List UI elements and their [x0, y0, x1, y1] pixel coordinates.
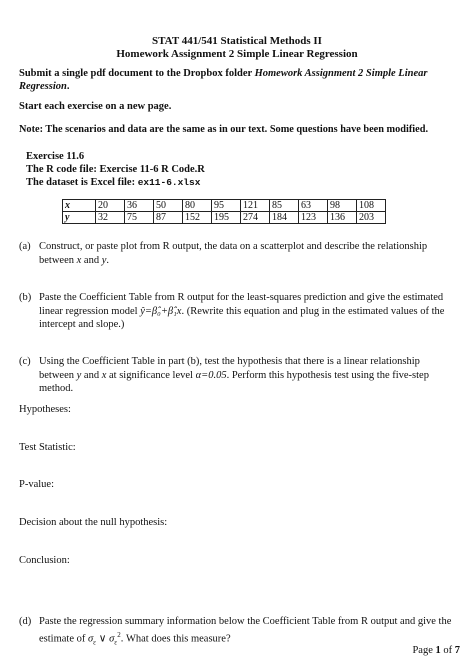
question-b-line3: intercept and slope.)	[39, 319, 125, 330]
table-cell: 136	[328, 212, 357, 224]
question-c-mark: (c)	[19, 356, 31, 367]
question-b-text	[39, 291, 469, 332]
question-a-text: Construct, or paste plot from R output, the data on a scatterplot and describe the relationship between x and y.	[39, 241, 428, 266]
alpha-level: α=0.05	[195, 369, 227, 381]
question-d-line2-pre: estimate of	[39, 633, 88, 644]
question-a-mark: (a)	[19, 241, 31, 252]
question-a-and: and	[81, 254, 102, 266]
table-cell: 195	[212, 212, 241, 224]
sigma-subscript: ε	[93, 638, 97, 647]
question-c	[19, 355, 469, 400]
question-d-mark: (d)	[19, 616, 32, 627]
question-d	[19, 615, 469, 645]
table-cell: 184	[270, 212, 299, 224]
dataset-file: ex11-6.xlsx	[137, 177, 201, 188]
table-row-x	[63, 200, 386, 212]
table-cell: 274	[241, 212, 270, 224]
var-y: y	[76, 369, 82, 381]
decision-label: Decision about the null hypothesis:	[19, 517, 168, 528]
table-cell: 98	[328, 200, 357, 212]
sigma-symbol: σ	[87, 633, 94, 644]
submit-prefix: Submit a single pdf document to the Dropbox folder	[19, 68, 255, 79]
or-symbol: ∨	[96, 633, 110, 644]
sigma-subscript: ε	[114, 638, 118, 647]
page-of: of	[440, 645, 455, 656]
submit-folder-cont: Regression	[19, 81, 67, 92]
question-b-line1: Paste the Coefficient Table from R output for the least-squares prediction and give the estimated	[39, 292, 444, 303]
conclusion-label: Conclusion:	[19, 555, 70, 566]
page-number: 1	[435, 645, 441, 656]
question-c-line2-pre: between	[39, 369, 77, 381]
document-title: STAT 441/541 Statistical Methods II	[152, 35, 322, 47]
question-d-line2-post: . What does this measure?	[120, 633, 231, 644]
question-d-text	[39, 615, 469, 650]
submit-folder: Homework Assignment 2 Simple Linear	[254, 68, 428, 79]
dataset-label-text: The dataset is Excel file:	[26, 177, 138, 188]
page-prefix: Page	[412, 645, 436, 656]
question-b-line2-post: . (Rewrite this equation and plug in the estimated values of the	[181, 305, 445, 317]
var-y: y	[101, 254, 107, 266]
test-statistic-label: Test Statistic:	[19, 442, 76, 453]
question-c-and: and	[81, 369, 102, 381]
regression-model: ŷ=β̂₀+β̂₁x	[140, 305, 182, 317]
question-a	[19, 240, 469, 270]
question-b	[19, 291, 469, 336]
table-cell: 108	[357, 200, 386, 212]
table-cell: 36	[125, 200, 154, 212]
table-cell: 32	[96, 212, 125, 224]
hypotheses-label: Hypotheses:	[19, 404, 71, 415]
table-cell: 152	[183, 212, 212, 224]
document-subtitle: Homework Assignment 2 Simple Linear Regression	[116, 48, 358, 60]
question-c-line2-post: . Perform this hypothesis test using the five-step	[226, 369, 429, 381]
question-b-line2-pre: linear regression model	[39, 305, 141, 317]
r-code-label: The R code file: Exercise 11-6 R Code.R	[26, 164, 205, 175]
table-cell: 87	[154, 212, 183, 224]
question-a-line1: Construct, or paste plot from R output, the data on a scatterplot and describe the relationship	[39, 241, 428, 252]
question-c-line3: method.	[39, 383, 74, 394]
table-cell: 20	[96, 200, 125, 212]
table-cell: 95	[212, 200, 241, 212]
question-a-line2-pre: between	[39, 254, 77, 266]
question-d-line1: Paste the regression summary information below the Coefficient Table from R output and give the	[39, 616, 452, 627]
var-x: x	[101, 369, 107, 381]
exercise-title: Exercise 11.6	[26, 151, 85, 162]
table-cell: 123	[299, 212, 328, 224]
page-indicator	[412, 645, 460, 656]
table-header-x: x	[63, 200, 96, 212]
table-cell: 50	[154, 200, 183, 212]
table-cell: 75	[125, 212, 154, 224]
dataset-label	[26, 177, 200, 190]
table-cell: 80	[183, 200, 212, 212]
table-cell: 203	[357, 212, 386, 224]
new-page-instruction: Start each exercise on a new page.	[19, 101, 172, 112]
table-cell: 121	[241, 200, 270, 212]
question-c-text	[39, 355, 469, 396]
question-b-mark: (b)	[19, 292, 32, 303]
question-c-sig: at significance level	[106, 369, 196, 381]
page-total: 7	[454, 645, 460, 656]
var-x: x	[76, 254, 82, 266]
submit-instruction: Submit a single pdf document to the Dropbox folder Homework Assignment 2 Simple Linear Regression.	[19, 68, 428, 92]
p-value-label: P-value:	[19, 479, 54, 490]
data-table	[62, 199, 386, 224]
table-cell: 63	[299, 200, 328, 212]
sigma-symbol: σ	[109, 633, 115, 644]
table-cell: 85	[270, 200, 299, 212]
note-instruction: Note: The scenarios and data are the same as in our text. Some questions have been modified.	[19, 124, 429, 135]
question-c-line1: Using the Coefficient Table in part (b), test the hypothesis that there is a linear relationship	[39, 356, 420, 367]
sigma-superscript: 2	[117, 630, 121, 639]
table-row-y	[63, 212, 386, 224]
table-header-y: y	[63, 212, 96, 224]
